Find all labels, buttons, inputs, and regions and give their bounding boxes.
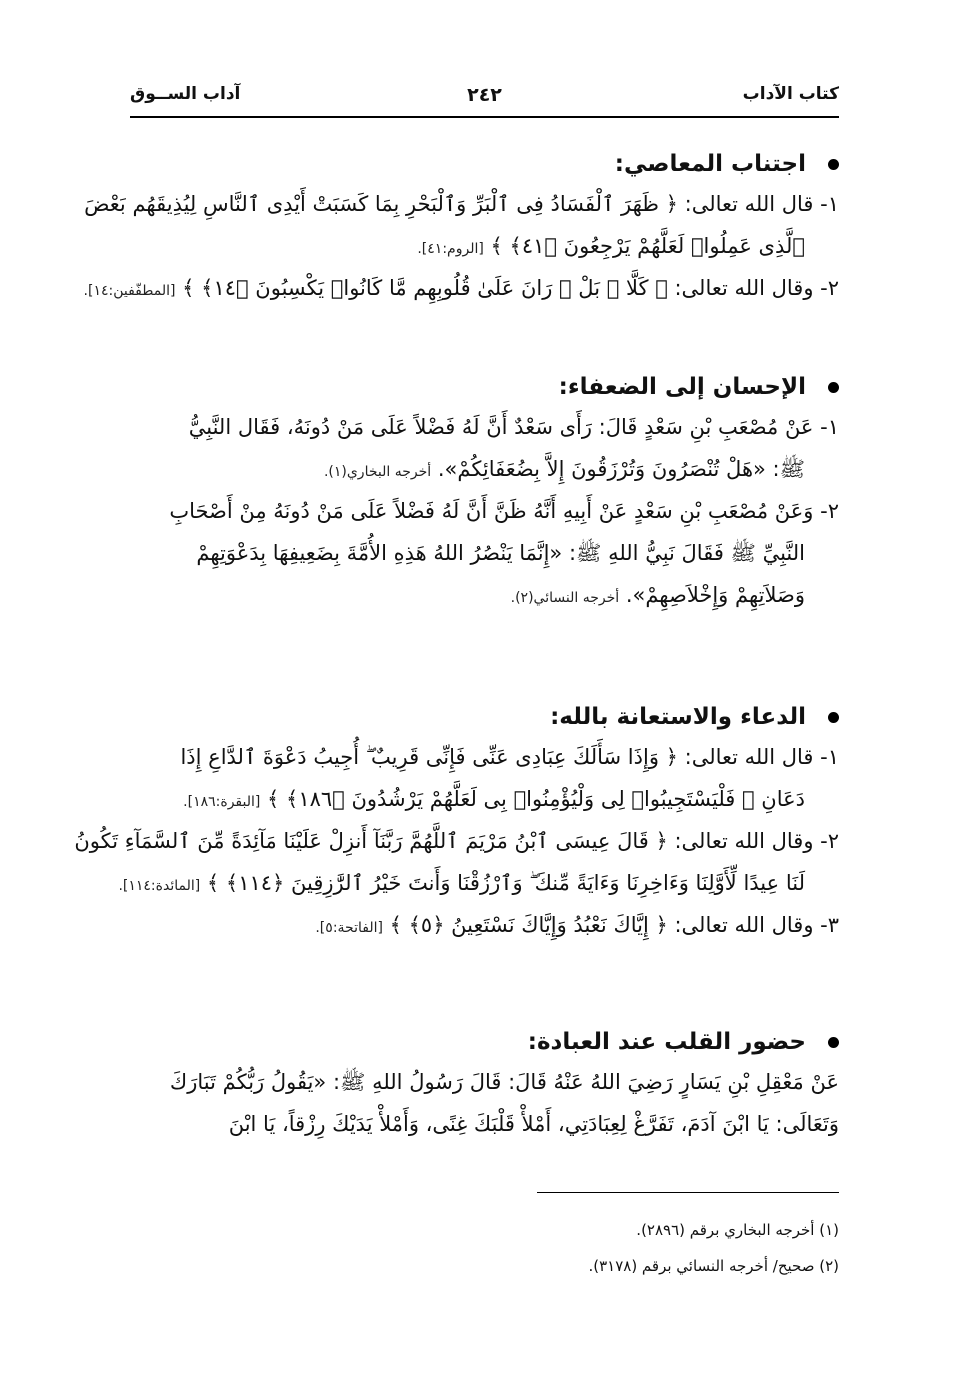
- text-line: ٢- وقال الله تعالى: ﴿ قَالَ عِيسَى ٱبْنُ مَرْيَمَ ٱللَّهُمَّ رَبَّنَآ أَنزِلْ عَلَيْنَا مَآئِدَةً مِّنَ ٱلسَّمَآءِ تَكُونُ: [74, 829, 839, 853]
- citation: [المطفّفين:١٤].: [83, 283, 176, 299]
- text-line: ٢- وقال الله تعالى: ﴿ كَلَّا ۖ بَلْ ۜ رَانَ عَلَىٰ قُلُوبِهِم مَّا كَانُوا۟ يَكْسِبُونَ ﴿١٤﴾ ﴾ [المطفّفين:١٤].: [83, 276, 839, 300]
- citation: [الفاتحة:٥].: [315, 920, 383, 936]
- text-line: عَنْ مَعْقِلِ بْنِ يَسَارٍ رَضِيَ اللهُ عَنْهُ قَالَ: قَالَ رَسُولُ اللهِ ﷺ: «يَقُولُ رَبُّكُمْ تَبَارَكَ: [169, 1070, 839, 1094]
- page-number: ٢٤٢: [467, 84, 502, 106]
- text-line: ٱلَّذِى عَمِلُوا۟ لَعَلَّهُمْ يَرْجِعُونَ ﴿٤١﴾ ﴾ [الروم:٤١].: [417, 234, 805, 258]
- header-chapter-title: آداب الســوق: [130, 84, 241, 104]
- bullet-icon: [828, 1037, 839, 1048]
- citation: [المائدة:١١٤].: [118, 878, 201, 894]
- footnote-separator: [537, 1192, 839, 1193]
- section-heading: اجتناب المعاصي:: [130, 145, 839, 183]
- citation: [الروم:٤١].: [417, 241, 484, 257]
- text-line: ٢- وَعَنْ مُصْعَبِ بْنِ سَعْدٍ عَنْ أَبِيهِ أَنَّهُ ظَنَّ أَنَّ لَهُ فَضْلاً عَلَى مَنْ دُونَهُ مِنْ أَصْحَابِ: [169, 499, 839, 523]
- section-supplication: [74, 698, 839, 946]
- text-line: ١- عَنْ مُصْعَبِ بْنِ سَعْدٍ قَالَ: رَأَى سَعْدٌ أَنَّ لَهُ فَضْلاً عَلَى مَنْ دُونَهُ، فَقَال النَّبِيُّ: [188, 415, 839, 439]
- text-line: دَعَانِ ۖ فَلْيَسْتَجِيبُوا۟ لِى وَلْيُؤْمِنُوا۟ بِى لَعَلَّهُمْ يَرْشُدُونَ ﴿١٨٦﴾ ﴾ [البقرة:١٨٦].: [183, 787, 805, 811]
- footnote: (٢) صحيح/ أخرجه النسائي برقم (٣١٧٨).: [588, 1257, 839, 1275]
- section-avoiding-sins: [83, 145, 839, 309]
- citation: أخرجه البخاري(١).: [323, 464, 432, 480]
- text-line: لَنَا عِيدًا لِّأَوَّلِنَا وَءَاخِرِنَا وَءَايَةً مِّنكَ ۖ وَٱرْزُقْنَا وَأَنتَ خَيْرُ ٱلرَّٰزِقِينَ ﴿١١٤﴾ ﴾ [المائدة:١١٤].: [118, 871, 805, 895]
- section-heading: الدعاء والاستعانة بالله:: [130, 698, 839, 736]
- text-line: ١- قال الله تعالى: ﴿ وَإِذَا سَأَلَكَ عِبَادِى عَنِّى فَإِنِّى قَرِيبٌ ۖ أُجِيبُ دَعْوَةَ ٱلدَّاعِ إِذَا: [180, 745, 839, 769]
- section-kindness-to-weak: [130, 368, 839, 616]
- bullet-icon: [828, 159, 839, 170]
- text-line: ٣- وقال الله تعالى: ﴿ إِيَّاكَ نَعْبُدُ وَإِيَّاكَ نَسْتَعِينُ ﴿٥﴾ ﴾ [الفاتحة:٥].: [315, 913, 839, 937]
- text-line: ﷺ: «هَلْ تُنْصَرُونَ وَتُرْزَقُونَ إِلاَّ بِضُعَفَائِكُمْ». أخرجه البخاري(١).: [323, 457, 805, 481]
- bullet-icon: [828, 382, 839, 393]
- bullet-icon: [828, 712, 839, 723]
- text-line: ١- قال الله تعالى: ﴿ ظَهَرَ ٱلْفَسَادُ فِى ٱلْبَرِّ وَٱلْبَحْرِ بِمَا كَسَبَتْ أَيْدِى ٱلنَّاسِ لِيُذِيقَهُم بَعْضَ: [84, 192, 839, 216]
- text-line: النَّبِيِّ ﷺ فَقَالَ نَبِيُّ اللهِ ﷺ: «إِنَّمَا يَنْصُرُ اللهُ هَذِهِ الأُمَّةَ بِضَعِيفِهَا بِدَعْوَتِهِمْ: [196, 541, 805, 565]
- section-heart-presence: [130, 1023, 839, 1145]
- footnote: (١) أخرجه البخاري برقم (٢٨٩٦).: [636, 1221, 839, 1239]
- header-rule: [130, 116, 839, 118]
- section-heading: حضور القلب عند العبادة:: [130, 1023, 839, 1061]
- header-book-title: كتاب الآداب: [742, 84, 839, 104]
- text-line: وَتَعَالَى: يَا ابْنَ آدَمَ، تَفَرَّغْ لِعِبَادَتِي، أَمْلأْ قَلْبَكَ غِنًى، وَأَمْلأْ يَدَيْكَ رِزْقاً، يَا ابْنَ: [228, 1112, 839, 1136]
- citation: أخرجه النسائي(٢).: [510, 590, 620, 606]
- citation: [البقرة:١٨٦].: [183, 794, 261, 810]
- text-line: وَصَلاَتِهِمْ وَإِخْلاَصِهِمْ». أخرجه النسائي(٢).: [510, 583, 805, 607]
- running-header: [130, 80, 839, 114]
- section-heading: الإحسان إلى الضعفاء:: [130, 368, 839, 406]
